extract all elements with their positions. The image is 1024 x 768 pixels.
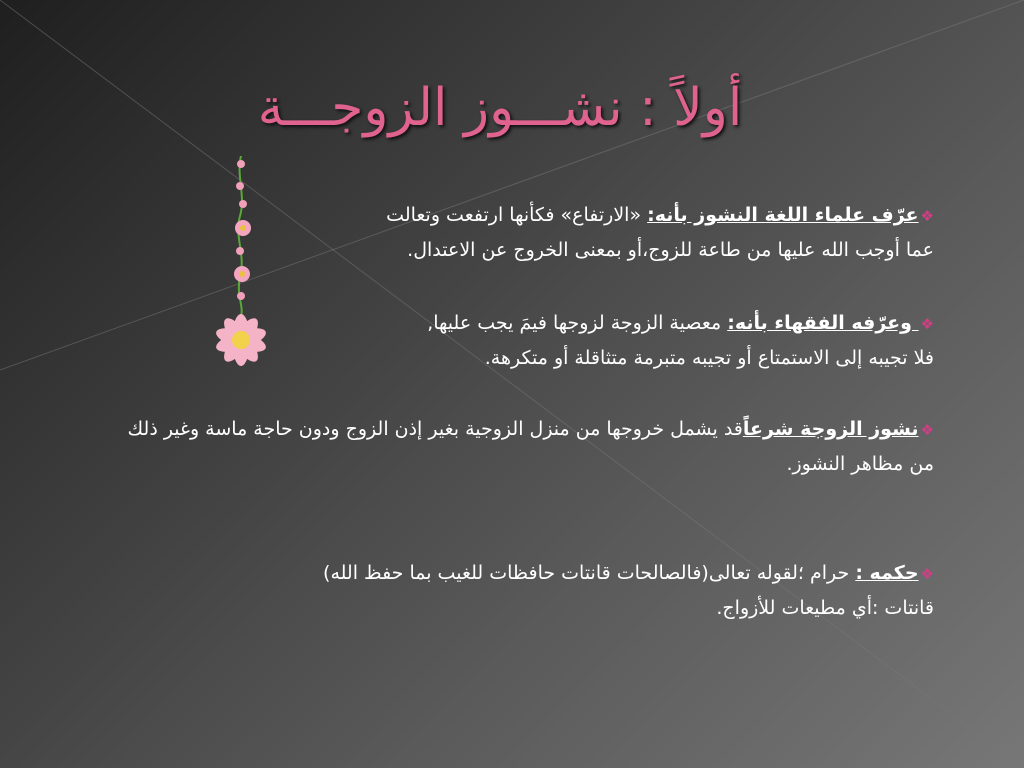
diamond-bullet-icon: ❖ <box>920 207 934 225</box>
diamond-bullet-icon: ❖ <box>920 315 934 333</box>
paragraph-ruling <box>194 556 934 625</box>
hanging-flower-ornament <box>196 156 296 386</box>
paragraph-text: قد يشمل خروجها من منزل الزوجية بغير إذن الزوج ودون حاجة ماسة وغير ذلك من مظاهر النشوز. <box>127 418 934 475</box>
paragraph-text: معصية الزوجة لزوجها فيمَ يجب عليها, <box>427 312 728 334</box>
diamond-bullet-icon: ❖ <box>920 421 934 439</box>
paragraph-label: نشوز الزوجة شرعاً <box>742 418 919 440</box>
paragraph-label: حكمه : <box>855 562 919 584</box>
diamond-bullet-icon: ❖ <box>920 565 934 583</box>
slide-title: أولاً : نشـــوز الزوجـــة <box>257 78 743 138</box>
paragraph-legal-nushuz <box>104 412 934 481</box>
paragraph-jurists-definition <box>294 306 934 375</box>
paragraph-label: عرّف علماء اللغة النشوز بأنه: <box>647 204 919 226</box>
paragraph-text: «الارتفاع» فكأنها ارتفعت وتعالت <box>386 204 648 226</box>
paragraph-line2: قانتات :أي مطيعات للأزواج. <box>716 597 934 619</box>
paragraph-language-definition <box>274 198 934 267</box>
paragraph-line2: عما أوجب الله عليها من طاعة للزوج،أو بمعنى الخروج عن الاعتدال. <box>407 239 934 261</box>
paragraph-line2: فلا تجيبه إلى الاستمتاع أو تجيبه متبرمة متثاقلة أو متكرهة. <box>484 347 934 369</box>
paragraph-text: حرام ؛لقوله تعالى(فالصالحات قانتات حافظات للغيب بما حفظ الله) <box>323 562 856 584</box>
paragraph-label: وعرّفه الفقهاء بأنه: <box>727 312 919 334</box>
